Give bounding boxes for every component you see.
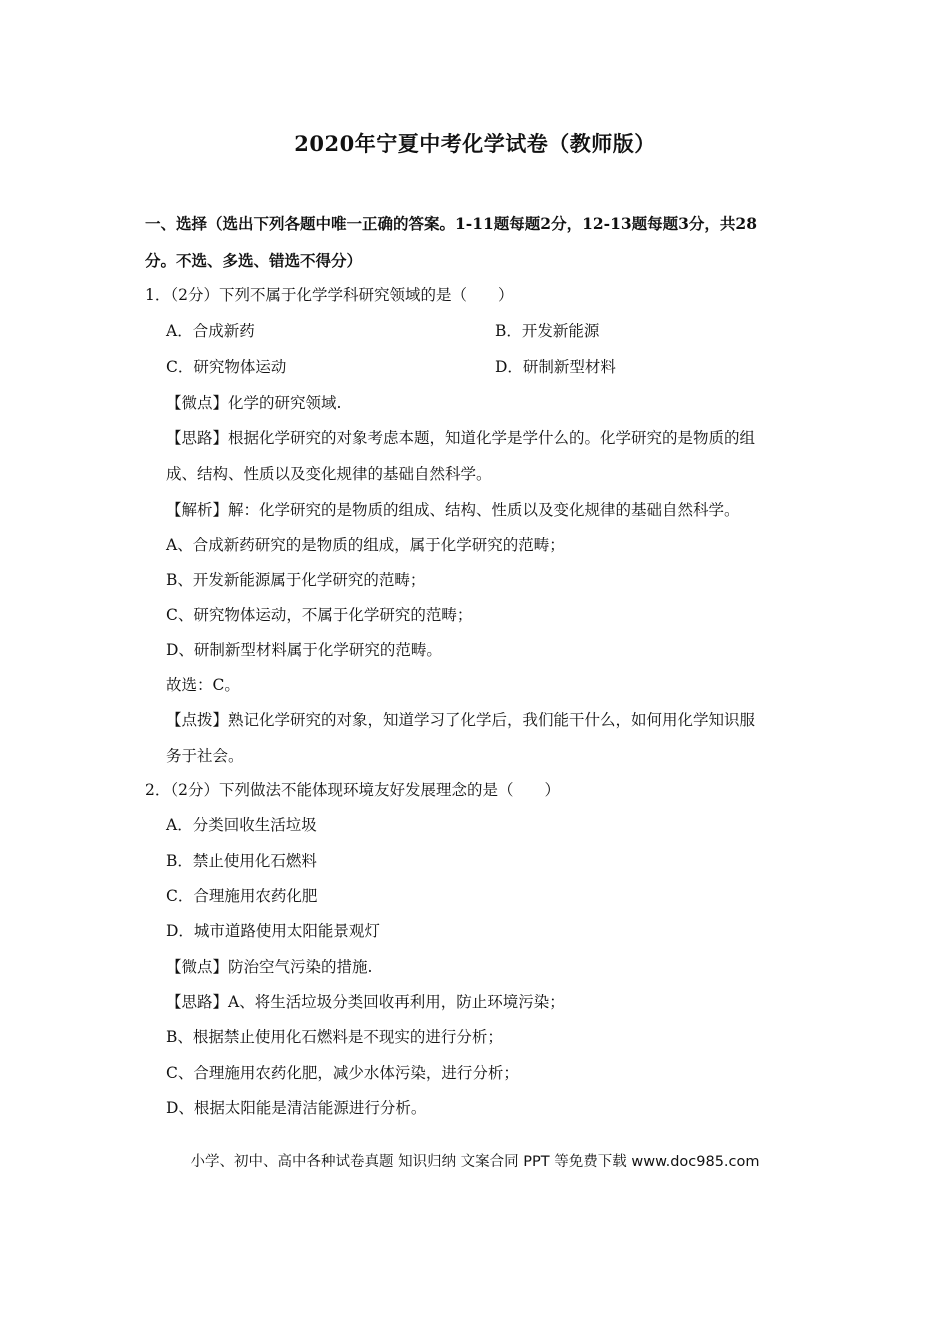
q2-weidian: 【微点】防治空气污染的措施. [166, 958, 373, 976]
q1-dianbo-line-2: 务于社会。 [166, 747, 244, 765]
q1-answer: 故选：C。 [166, 676, 240, 694]
q2-option-b: B．禁止使用化石燃料 [166, 852, 317, 870]
q2-silu-b: B、根据禁止使用化石燃料是不现实的进行分析； [166, 1028, 503, 1046]
q2-option-c: C．合理施用农药化肥 [166, 887, 318, 905]
q1-option-d: D．研制新型材料 [495, 358, 616, 376]
q1-weidian: 【微点】化学的研究领域. [166, 394, 342, 412]
q1-option-a: A．合成新药 [166, 322, 255, 340]
q2-option-a: A．分类回收生活垃圾 [166, 816, 317, 834]
page-title: 2020年宁夏中考化学试卷（教师版） [294, 131, 656, 156]
q2-silu-d: D、根据太阳能是清洁能源进行分析。 [166, 1099, 427, 1117]
q1-analysis-d: D、研制新型材料属于化学研究的范畴。 [166, 641, 442, 659]
q2-option-d: D．城市道路使用太阳能景观灯 [166, 922, 380, 940]
q2-stem: 2．（2分）下列做法不能体现环境友好发展理念的是（ ） [145, 781, 560, 799]
section-heading-line-1: 一、选择（选出下列各题中唯一正确的答案。1-11题每题2分，12-13题每题3分，共28 [145, 214, 758, 233]
page-footer: 小学、初中、高中各种试卷真题 知识归纳 文案合同 PPT 等免费下载 www.doc985.com [190, 1154, 760, 1170]
section-heading-line-2: 分。不选、多选、错选不得分） [145, 251, 363, 270]
q2-silu-a: 【思路】A、将生活垃圾分类回收再利用，防止环境污染； [166, 993, 565, 1011]
q1-option-c: C．研究物体运动 [166, 358, 287, 376]
q1-analysis-a: A、合成新药研究的是物质的组成，属于化学研究的范畴； [166, 536, 565, 554]
q1-analysis-c: C、研究物体运动，不属于化学研究的范畴； [166, 606, 473, 624]
q1-option-b: B．开发新能源 [495, 322, 600, 340]
q1-silu-line-1: 【思路】根据化学研究的对象考虑本题，知道化学是学什么的。化学研究的是物质的组 [166, 429, 756, 447]
q1-dianbo-line-1: 【点拨】熟记化学研究的对象，知道学习了化学后，我们能干什么，如何用化学知识服 [166, 711, 756, 729]
q1-stem: 1．（2分）下列不属于化学学科研究领域的是（ ） [145, 286, 514, 304]
q1-silu-line-2: 成、结构、性质以及变化规律的基础自然科学。 [166, 465, 492, 483]
q1-jiexi: 【解析】解：化学研究的是物质的组成、结构、性质以及变化规律的基础自然科学。 [166, 501, 740, 519]
q1-analysis-b: B、开发新能源属于化学研究的范畴； [166, 571, 426, 589]
q2-silu-c: C、合理施用农药化肥，减少水体污染，进行分析； [166, 1064, 519, 1082]
